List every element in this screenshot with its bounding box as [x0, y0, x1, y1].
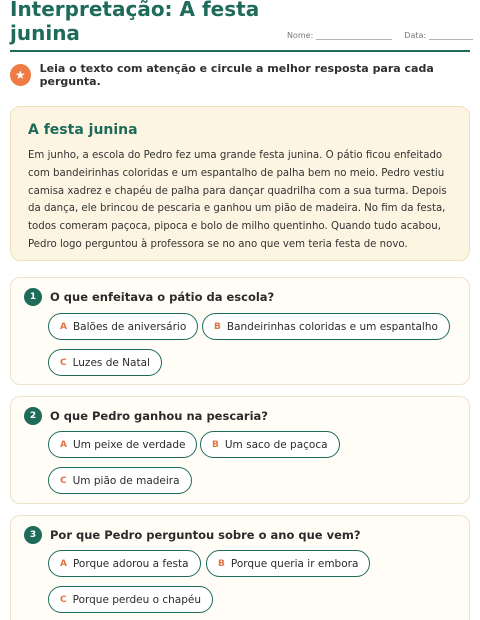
question-header — [24, 288, 274, 306]
instruction-text: Leia o texto com atenção e circule a melhor resposta para cada pergunta. — [39, 62, 434, 88]
question-header — [24, 526, 361, 544]
option-letter: C — [60, 357, 67, 368]
student-fields — [287, 31, 473, 40]
question-text: O que enfeitava o pátio da escola? — [50, 290, 275, 304]
page-title: Interpretação: A festa junina — [10, 0, 260, 45]
option-letter: A — [60, 558, 67, 569]
question-card — [10, 277, 470, 385]
option-text: Porque adorou a festa — [72, 557, 189, 570]
name-field[interactable] — [316, 32, 392, 40]
answer-option-c[interactable] — [48, 586, 213, 613]
option-letter: B — [212, 439, 219, 450]
answer-option-c[interactable] — [48, 467, 192, 494]
question-text: O que Pedro ganhou na pescaria? — [50, 409, 268, 423]
story-body: Em junho, a escola do Pedro fez uma grande festa junina. O pátio ficou enfeitado com bandeirinhas coloridas e um espantalho de palha bem no meio. Pedro vestiu camisa xadrez e chapéu de palha para dançar quadrilha com a sua turma. Depois da dança, ele brincou de pescaria e ganhou um pião de madeira. No fim da festa, todos comeram paçoca, pipoca e bolo de milho quentinho. Quando tudo acabou, Pedro logo perguntou à professora se no ano que vem teria festa de novo. — [28, 150, 447, 250]
worksheet-header — [10, 0, 470, 52]
question-header — [24, 407, 268, 425]
option-text: Um pião de madeira — [72, 474, 180, 487]
question-card — [10, 515, 470, 620]
option-letter: B — [214, 321, 221, 332]
star-icon: ★ — [10, 64, 31, 86]
option-letter: C — [60, 475, 67, 486]
question-card — [10, 396, 470, 504]
answer-option-b[interactable] — [202, 313, 450, 340]
option-text: Balões de aniversário — [72, 320, 187, 333]
answer-option-b[interactable] — [200, 431, 340, 458]
answer-option-a[interactable] — [48, 550, 201, 577]
name-label: Nome: — [287, 31, 314, 40]
date-field[interactable] — [429, 32, 473, 40]
answer-option-b[interactable] — [206, 550, 370, 577]
option-text: Bandeirinhas coloridas e um espantalho — [226, 320, 438, 333]
instruction-bar — [10, 64, 470, 86]
question-number-badge: 3 — [24, 526, 42, 544]
question-text: Por que Pedro perguntou sobre o ano que vem? — [50, 528, 361, 542]
question-number-badge: 1 — [24, 288, 42, 306]
option-letter: A — [60, 439, 67, 450]
answer-option-c[interactable] — [48, 349, 162, 376]
story-title: A festa junina — [28, 122, 138, 138]
date-label: Data: — [404, 31, 427, 40]
option-text: Um peixe de verdade — [72, 438, 186, 451]
option-text: Porque queria ir embora — [230, 557, 359, 570]
option-text: Um saco de paçoca — [224, 438, 328, 451]
question-number-badge: 2 — [24, 407, 42, 425]
story-box — [10, 106, 470, 261]
option-text: Porque perdeu o chapéu — [72, 593, 202, 606]
option-letter: A — [60, 321, 67, 332]
option-letter: B — [218, 558, 225, 569]
option-text: Luzes de Natal — [72, 356, 150, 369]
option-letter: C — [60, 594, 67, 605]
answer-option-a[interactable] — [48, 431, 197, 458]
answer-option-a[interactable] — [48, 313, 198, 340]
